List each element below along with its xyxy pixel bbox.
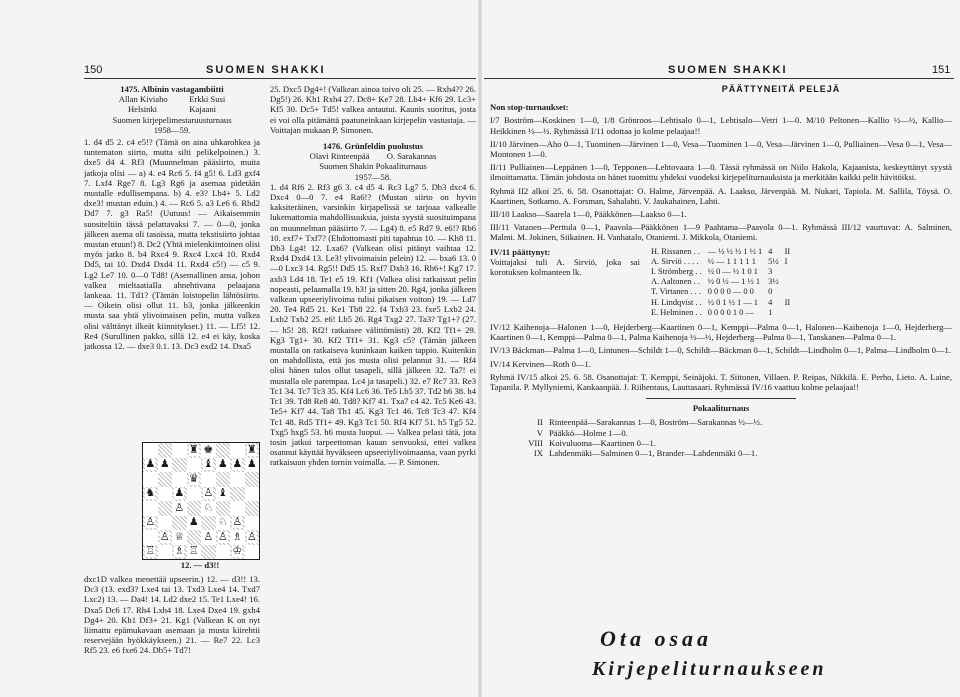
round-result: Pääkkö—Holme 1—0. <box>549 427 628 438</box>
board-square <box>172 530 187 545</box>
pokaali-heading: Pokaaliturnaus <box>692 403 750 414</box>
chess-piece-icon: ♕ <box>174 530 185 543</box>
board-square <box>245 501 260 516</box>
result-paragraph: II/11 Pulliainen—Leppänen 1—0, Tepponen—Lehtovaara 1—0. Tässä ryhmässä on Niilo Hakola, Kajaanista, keskeyttänyt syystä ilmoittamatta. Tämän johdosta on hänet tuomittu yhdeksi vuodeksi kirjepeliturnauksista ja merkitään kaikki pelit hävitöiksi. <box>490 162 952 183</box>
chess-piece-icon: ♟ <box>159 458 170 471</box>
chess-piece-icon: ♙ <box>203 487 214 500</box>
board-square <box>230 472 245 487</box>
board-square <box>187 530 202 545</box>
game-moves: 1. d4 d5 2. c4 e5!? (Tämä on aina uhkarohkea ja tuntematon siirto, mutta silti pelikelpoinen.) 3. dxe5 d4 4. Rf3 (Muunnelman pääsiirto, muita jatkoja olisi — a) 4. e4 Rc6 5. f4 g5! 6. Ld3 gxf4 7. Lxf4 Rge7 8. Lg3 Rg6 ja asemaa pidetään mustalle edullisempana. b) 4. e3? Lb4+ 5. Ld2 dxe3! mustan eduin.) 4. — Rc6 5. a3 Le6 6. Rbd2 Dd7 7. g3 Ra5! (Uutuus! — Aikaisemmin suositeltiin tässä pelattavaksi 7. — 0—0, jonka jälkeen asema oli tasoissa, mutta tekstisiirto johtaa mustan etuun!) 8. Dc2 (Yhtä mielenkiintoinen olisi myös jatko 8. b4 Rxc4 9. Rxc4 Lxc4 10. Rxd4 Dd5, tai 10. Dxd4 Dxd4 11. Rxd4 c5!) — c5 9. Lg2 Le7 10. 0—0 Td8! (Asemallinen ansa, johon valkea mieltaatiaIla ahnehtivana pelaajana lankeaa. 11. Td1? (Tämän loistopelin lähtösiirto. — Oikein olisi ollut 11. b3, jonka jälkeenkin musta saa yhtä ylivoimaisen pelin, mutta valkea olisi välttänyt ilkeät kiinnitykset.) 11. — Lf5! 12. Re4 (Surullinen pakko, sillä 12. e4 ei käy, koska jatkossa 12. — dxe3 0.1. 13. Dc3 exd2 14. Dxa5 <box>84 137 260 352</box>
page-number-right: 151 <box>932 64 951 76</box>
board-square <box>245 487 260 502</box>
score-cells: 0 0 0 0 1 0 — <box>707 307 754 317</box>
board-square <box>216 516 231 531</box>
crosstable-row <box>648 298 793 308</box>
total-points: 4 <box>768 246 773 256</box>
board-square <box>230 443 245 458</box>
finished-games-heading: PÄÄTTYNEITÄ PELEJÄ <box>721 84 841 94</box>
rank: II <box>784 297 791 307</box>
chess-piece-icon: ♙ <box>145 516 156 529</box>
player-name: I. Strömberg . . <box>651 267 702 277</box>
score-cells: ½ 0 — ½ 1 0 1 <box>707 267 758 277</box>
board-square <box>143 458 158 473</box>
right-column <box>490 84 952 458</box>
result-paragraph: IV/14 Kervinen—Roth 0—1. <box>490 358 591 369</box>
chess-piece-icon: ♚ <box>203 443 214 456</box>
board-square <box>201 443 216 458</box>
chess-piece-icon: ♙ <box>203 530 214 543</box>
board-square <box>187 516 202 531</box>
board-square <box>158 530 173 545</box>
round-result: Rinteenpää—Sarakannas 1—0, Boström—Sarakannas ½—½. <box>549 417 763 428</box>
pokaali-row <box>490 438 765 448</box>
board-square <box>245 530 260 545</box>
chess-piece-icon: ♙ <box>232 516 243 529</box>
header-rule-left <box>84 78 476 79</box>
board-square <box>187 501 202 516</box>
board-square <box>201 458 216 473</box>
total-points: 5½ <box>768 256 779 266</box>
board-square <box>158 487 173 502</box>
rank: II <box>784 246 791 256</box>
board-square <box>143 472 158 487</box>
chess-piece-icon: ♗ <box>174 545 185 558</box>
score-cells: 0 0 0 0 — 0 0 <box>707 287 754 297</box>
slogan-line-1: Ota osaa <box>600 626 713 651</box>
score-cells: ½ 0 ½ — 1 ½ 1 <box>707 277 761 287</box>
board-square <box>143 501 158 516</box>
rank <box>782 277 794 287</box>
round-result: Lahdenmäki—Salminen 0—1, Brander—Lahdenmäki 0—1. <box>549 448 758 459</box>
total-points: 1 <box>768 307 773 317</box>
chess-piece-icon: ♖ <box>145 545 156 558</box>
diagram-caption: 12. — d3!! <box>180 560 220 570</box>
non-stop-heading: Non stop-turnaukset: <box>490 102 569 113</box>
board-square <box>230 530 245 545</box>
result-paragraph: III/11 Vatanen—Perttula 0—1, Paavola—Pääkkönen 1—9 Paahtama—Paavola 0—1. Ryhmässä III/12 vaurtuvat: A. Salminen, Malmi. M. Jokinen, Siikainen. H. Vanhatalo, Otaniemi. J. Mikkola, Otaniemi. <box>490 222 952 243</box>
board-square <box>216 487 231 502</box>
result-paragraph: II/10 Järvinen—Aho 0—1, Tuominen—Järvinen 1—0, Vesa—Tuominen 1—0, Vesa—Järvinen 1—0, Pulliainen—Vesa 0—1, Vesa—Montonen 1—0. <box>490 138 952 160</box>
board-square <box>245 472 260 487</box>
board-square <box>187 545 202 560</box>
board-square <box>187 458 202 473</box>
board-square <box>216 472 231 487</box>
chess-piece-icon: ♙ <box>217 530 228 543</box>
board-square <box>158 443 173 458</box>
game-finale: 25. Dxc5 Dg4+! (Valkean ainoa toivo oli 25. — Rxh4?? 26. Dg5!) 26. Kh1 Rxh4 27. Dc8+ Ke7 28. Lb4+ Kf6 29. Lc3+ Kf5 30. Dc5+ Td5! valkea antautui. Kaunis suoritus, josta ei voi olla pitämättä paatuneinkaan kirjepelin vastustaja. — Voittajan mukaan P. Simonen. <box>270 84 476 135</box>
board-square <box>201 501 216 516</box>
iv11-heading: IV/11 päättynyt: <box>490 246 551 257</box>
running-title-right: SUOMEN SHAKKI <box>668 64 788 76</box>
game-event: Suomen kirjepelimestaruusturnaus <box>112 114 232 125</box>
player-name: A. Aaltonen . . <box>651 277 700 287</box>
board-square <box>245 458 260 473</box>
board-square <box>143 545 158 560</box>
result-paragraph: Ryhmä II2 alkoi 25. 6. 58. Osanottajat: O. Halme, Järvenpää. A. Laakso, Järvenpää. M. Nukari, Tapiola. M. Sallila, Töysä. O. Kaartinen, Sotkamo. A. Forsman, Sahalahti. V. Jaukahainen, Lahti. <box>490 185 952 206</box>
chess-piece-icon: ♟ <box>232 458 243 471</box>
chess-piece-icon: ♗ <box>232 530 243 543</box>
board-square <box>201 487 216 502</box>
game-places: Helsinki Kajaani <box>127 104 217 115</box>
result-paragraph: IV/13 Bäckman—Palma 1—0, Lintunen—Schildt 1—0, Schildt—Bäckman 0—1, Schildt—Lindholm 0—1, Palma—Lindholm 0—1. <box>490 345 951 356</box>
right-page <box>480 0 960 697</box>
board-square <box>158 458 173 473</box>
crosstable-row <box>648 277 793 287</box>
chess-piece-icon: ♛ <box>188 472 199 485</box>
result-paragraph: IV/12 Kaihenoja—Halonen 1—0, Hejderberg—Kaartinen 0—1, Kemppi—Palma 0—1, Halonen—Kaihenoja 1—0, Hejderberg—Kaartinen 0—1, Kemppi—Palma 0—1, Palma Kaihenoja ½—½, Hejderberg—Palma 0—1, Tanskanen—Palma 0—1. <box>490 322 952 343</box>
iv11-intro <box>490 247 640 318</box>
chess-piece-icon: ♞ <box>145 487 156 500</box>
crosstable-row <box>648 308 793 318</box>
separator-rule <box>646 398 796 399</box>
board-square <box>158 501 173 516</box>
board-square <box>172 501 187 516</box>
crosstable-row <box>648 257 793 267</box>
board-square <box>187 487 202 502</box>
board-square <box>172 458 187 473</box>
board-square <box>230 501 245 516</box>
total-points: 0 <box>768 287 773 297</box>
total-points: 4 <box>768 297 773 307</box>
chess-piece-icon: ♟ <box>188 516 199 529</box>
board-square <box>158 516 173 531</box>
board-square <box>216 458 231 473</box>
board-square <box>230 516 245 531</box>
game2-event: Suomen Shakin Pokaaliturnaus <box>319 161 427 172</box>
game2-moves: 1. d4 Rf6 2. Rf3 g6 3. c4 d5 4. Rc3 Lg7 5. Db3 dxc4 6. Dxc4 0—0 7. e4 Ra6!? (Mustan siirto on hyvin kaksiteräinen, varsinkin kirjapelissä se tarjoaa valkealle lukemattomia mahdollisuuksia, joista syystä suosituimpana on muunnelman pääsiirto 7. — Lg4) 8. e5 Rd7 9. e6!? Rb6 10. exf7+ Txf7? (Ehdottomasti piti tapahtua 10. — Kh8 11. Db3 Lg4! 12. Lxa6? (Valkean olisi pitänyt vaihtaa 12. Rxd4 Dxd4 13. Le3! ylivoimaisin pelein) 12. — bxa6 13. 0—0 Lxc3 14. Rg5!! Dd5 15. Rxf7 Dxb3 16. Rh6+! Kg7 17. axb3 Ld4 18. Te1 e5 19. Kf1 (Valkea olisi ratkaissut pelin nopeasti, pelaamalla 19. h3! ja sitten 20. Rg4, jonka jälkeen valkean upseeriylivoima tulisi pikaisen voiton) 19. — Ld7 20. Te4 Rd5 21. Ke1 Tb8 22. f4 Txb3 23. fxe5 Lxb2 24. Lxb2 Txb2 25. e6! Lb5 26. Rg4 Txg2 27. Ta3? Tg1+? (27. — h5! 28. Rf2! ratkaisee välittömästi) 28. Kf2 Tf1+ 29. Kg3 Tg1+ 30. Kf2 Tf1+ 31. Kg3 c5? (Tämän jälkeen mustalla on ratkaiseva kuninkaan kaiken tappio. Kuitenkin on mahdollista, että jos musta olisi pelannut 31. — Rf4 olisi hänen tulos ollut tasapeli, sillä jälkeen 32. Ta7! ei mustalla ole parempaa. Lc4 ja tasapeli.) 32. e7 Rc7 33. Re3 Tc1 34. Tc7 Tc3 35. Kf4 Lc6 36. Te5 Lb5 37. Td2 h6 38. h4 Tc1 39. Td8 Re8 40. Td8? Kf7 41. Txa7 c4 42. Tc5 Ke6 43. Te5+ Kf7 44. Ta8 Th1 45. Kg3 Tc1 46. Tc8 Tc3 47. Kf4 Tc1 48. Rd5 Tf1+ 49. Kg3 Tc1 50. Rf4 Kf7 51. h5 Tg5 52. Txg5 hxg5 53. h6 musta luopui. — Valkea pelasi tätä, jota tosin jatkui tarpeettoman kauan senvuoksi, ettei valkea osannut käyttää hyväkseen upseeriylivoimaansa, vaan pyrki ratkaisuun yhden tornin voimalla. — P. Simonen. <box>270 181 476 468</box>
chess-piece-icon: ♖ <box>188 545 199 558</box>
game2-heading: 1476. Grünfeldin puolustus <box>322 141 424 152</box>
total-points: 3½ <box>768 277 779 287</box>
board-square <box>216 501 231 516</box>
chess-piece-icon: ♙ <box>246 530 257 543</box>
crosstable-row <box>648 247 793 257</box>
pokaali-row <box>490 417 765 427</box>
chess-diagram <box>142 442 260 560</box>
chess-piece-icon: ♔ <box>232 545 243 558</box>
board-square <box>216 530 231 545</box>
chess-piece-icon: ♜ <box>188 443 199 456</box>
board-square <box>245 443 260 458</box>
board-square <box>230 487 245 502</box>
chess-piece-icon: ♘ <box>203 501 214 514</box>
player-name: E. Helminen . . <box>651 307 702 317</box>
board-square <box>172 487 187 502</box>
board-square <box>201 472 216 487</box>
board-square <box>201 530 216 545</box>
board-square <box>230 545 245 560</box>
chess-piece-icon: ♟ <box>174 487 185 500</box>
board-square <box>143 487 158 502</box>
game-heading: 1475. Albinin vastagambiitti <box>120 84 224 94</box>
board-square <box>158 472 173 487</box>
rank <box>782 267 794 277</box>
board-square <box>245 545 260 560</box>
chess-piece-icon: ♟ <box>145 458 156 471</box>
board-square <box>187 443 202 458</box>
board-square <box>216 443 231 458</box>
score-cells: — ½ ½ ½ 1 ½ 1 <box>707 246 763 256</box>
board-square <box>158 545 173 560</box>
pokaali-row <box>490 428 765 438</box>
chess-piece-icon: ♟ <box>246 458 257 471</box>
result-paragraph: Ryhmä IV/15 alkoi 25. 6. 58. Osanottajat: T. Kemppi, Seinäjoki. T. Siitonen, Villaen. P. Reipas, Nikkilä. E. Perho, Lieto. A. Laine, Tapanila. P. Myllyniemi, Kankaanpää. J. Riihentaus, Lauttasaari. Ryhmässä IV/16 vaattuu kolme pelaajaa!! <box>490 371 952 393</box>
game2-players: Olavi Rinteenpää O. Sarakannas <box>309 151 437 162</box>
board-square <box>230 458 245 473</box>
round-number: IX <box>533 448 543 459</box>
board-square <box>187 472 202 487</box>
running-title-left: SUOMEN SHAKKI <box>206 64 326 76</box>
rank: I <box>784 256 788 266</box>
game2-year: 1957—58. <box>354 171 392 182</box>
result-paragraph: III/10 Laakso—Saarela 1—0, Pääkkönen—Laakso 0—1. <box>490 209 687 220</box>
chess-piece-icon: ♙ <box>159 530 170 543</box>
round-number: VIII <box>528 437 543 448</box>
score-cells: ½ — 1 1 1 1 1 <box>707 256 756 266</box>
chess-piece-icon: ♘ <box>217 516 228 529</box>
total-points: 3 <box>768 267 773 277</box>
crosstable-row <box>648 267 793 277</box>
game-moves-continued: dxc1D valkea menettää upseerin.) 12. — d3!! 13. Dc3 (13. exd3? Lxe4 tai 13. Txd3 Lxe4 14. Txd7 Lxc2) 13. — Da4! 14. Ld2 dxe2 15. Te1 Lxe4! 16. Dxa5 Dc6 17. Rh4 Lxh4 18. Lxe4 Dxe4 19. gxh4 Dg4+ 20. Kh1 Df3+ 21. Kg1 (Valkean K on nyt liimattu epämukavaan asemaan ja musta kiirehtii reservejään hyökkäykseen.) 21. — Re7 22. Lc3 Rf5 23. e6 fxe6 24. Db5+ Td7! <box>84 574 260 656</box>
chess-piece-icon: ♝ <box>203 458 214 471</box>
score-cells: ½ 0 1 ½ 1 — 1 <box>707 297 758 307</box>
board-square <box>172 443 187 458</box>
game-year: 1958—59. <box>153 124 191 135</box>
player-name: H. Rissanen . . <box>651 246 700 256</box>
crosstable-row <box>648 287 793 297</box>
chess-piece-icon: ♟ <box>217 458 228 471</box>
board-square <box>245 516 260 531</box>
iv11-block <box>490 247 952 318</box>
finished-games-list <box>490 115 952 242</box>
pokaali-results <box>490 417 765 458</box>
chess-piece-icon: ♙ <box>174 501 185 514</box>
board-square <box>172 545 187 560</box>
board-square <box>143 516 158 531</box>
player-name: H. Lindqvist . . <box>651 297 702 307</box>
board-square <box>143 530 158 545</box>
board-square <box>201 545 216 560</box>
board-square <box>143 443 158 458</box>
pokaali-row <box>490 448 765 458</box>
chess-piece-icon: ♜ <box>246 443 257 456</box>
slogan-line-2: Kirjepeliturnaukseen <box>592 658 827 680</box>
chess-piece-icon: ♝ <box>217 487 228 500</box>
round-number: V <box>536 427 543 438</box>
result-paragraph: I/7 Boström—Koskinen 1—0, 1/8 Grönroos—Lehtisalo 0—1, Lehtisalo—Vetri 1—0. M/10 Peltonen—Kallio ½—½, Kallio—Heikkinen ½—½. Ryhmässä I/11 odottaa jo kolme pelaajaa!! <box>490 115 952 136</box>
player-name: T. Virtanen . . . <box>651 287 701 297</box>
round-result: Koivuluoma—Kaartinen 0—1. <box>549 437 656 448</box>
round-number: II <box>537 417 543 428</box>
column-left-2 <box>270 84 476 612</box>
column-left-1 <box>84 84 260 399</box>
page-number-left: 150 <box>84 64 103 76</box>
board-square <box>201 516 216 531</box>
board-square <box>172 472 187 487</box>
header-rule-right <box>484 78 954 79</box>
rank <box>782 287 794 297</box>
iv11-crosstable <box>648 247 793 318</box>
player-name: A. Sirviö . . . . <box>651 256 699 266</box>
iv-groups-list <box>490 322 952 392</box>
board-square <box>172 516 187 531</box>
board-square <box>216 545 231 560</box>
game-players: Allan Kiviaho Erkki Susi <box>118 94 226 105</box>
rank <box>782 308 794 318</box>
iv11-note: Voittajaksi tuli A. Sirviö, joka sai korotuksen kolmanteen lk. <box>490 256 640 278</box>
